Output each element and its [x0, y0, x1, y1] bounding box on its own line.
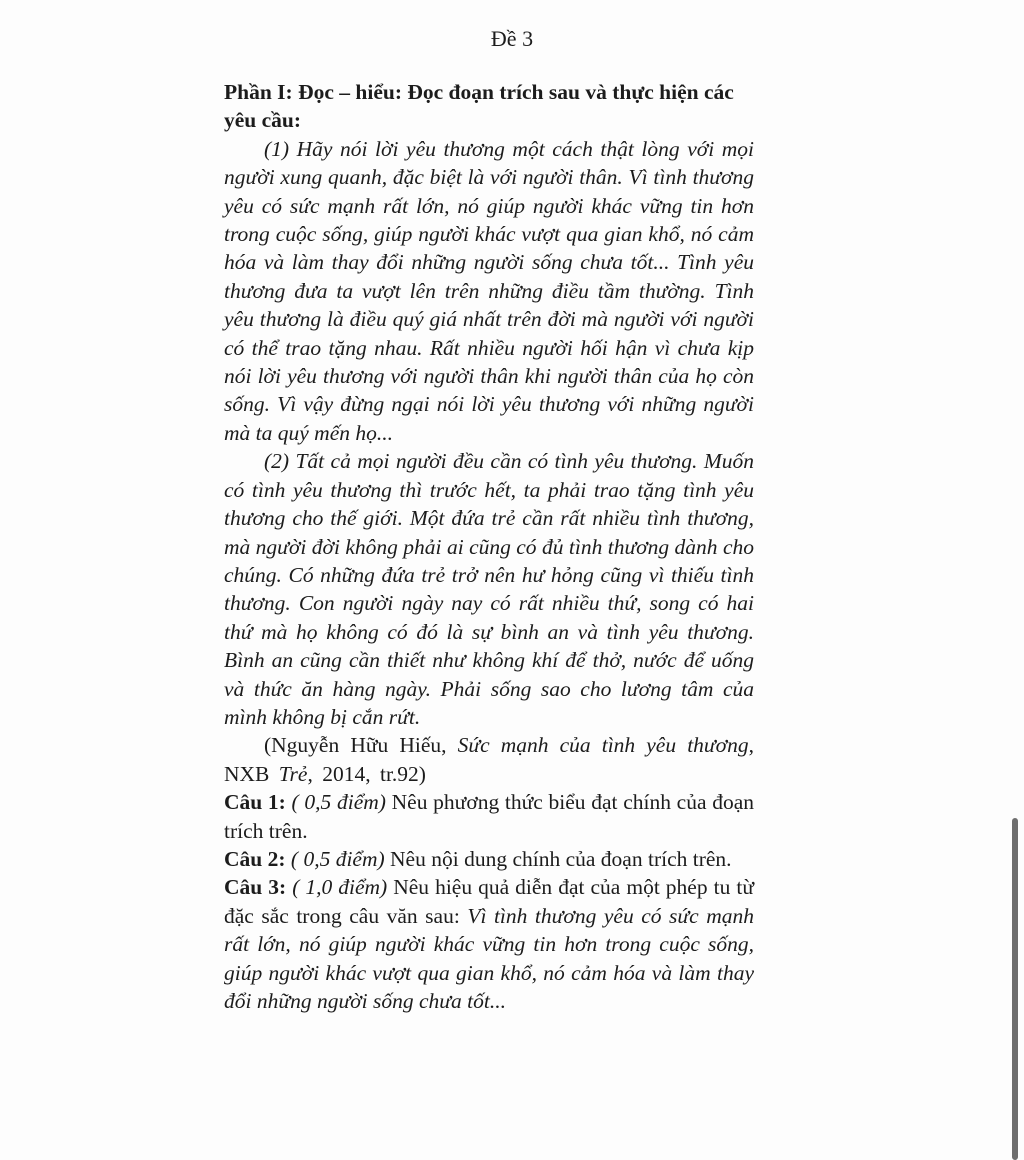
question-1-points: ( 0,5 điểm): [285, 790, 386, 815]
passage-2: (2) Tất cả mọi người đều cần có tình yêu thương. Muốn có tình yêu thương thì trước hết, ta phải trao tặng tình yêu thương cho thế giới. Một đứa trẻ cần rất nhiều tình thương, mà người đời không phải ai cũng có đủ tình thương dành cho chúng. Có những đứa trẻ trở nên hư hỏng cũng vì thiếu tình thương. Con người ngày nay có rất nhiều thứ, song có hai thứ mà họ không có đó là sự bình an và tình yêu thương. Bình an cũng cần thiết như không khí để thở, nước để uống và thức ăn hàng ngày. Phải sống sao cho lương tâm của mình không bị cắn rứt.: [224, 449, 754, 729]
question-3-quote: Vì tình thương yêu có sức mạnh rất lớn, nó giúp người khác vững tin hơn trong cuộc sống, giúp người khác vượt qua gian khổ, nó cảm hóa và làm thay đổi những người sống chưa tốt...: [224, 903, 754, 1013]
section-heading: Phần I: Đọc – hiểu: Đọc đoạn trích sau và thực hiện các yêu cầu:: [224, 80, 734, 133]
document-body: [224, 78, 754, 1015]
question-1-text: Nêu phương thức biểu đạt chính của đoạn trích trên.: [224, 790, 754, 843]
source-mid: , NXB: [224, 733, 754, 786]
passage-1: (1) Hãy nói lời yêu thương một cách thật lòng với mọi người xung quanh, đặc biệt là với người thân. Vì tình thương yêu có sức mạnh rất lớn, nó giúp người khác vững tin hơn trong cuộc sống, giúp người khác vượt qua gian khổ, nó cảm hóa và làm thay đổi những người sống chưa tốt... Tình yêu thương đưa ta vượt lên trên những điều tầm thường. Tình yêu thương là điều quý giá nhất trên đời mà người với người có thể trao tặng nhau. Rất nhiều người hối hận vì chưa kịp nói lời yêu thương với người thân khi người thân của họ còn sống. Vì vậy đừng ngại nói lời yêu thương với những người mà ta quý mến họ...: [224, 136, 754, 445]
source-prefix: (Nguyễn Hữu Hiếu,: [264, 733, 458, 758]
question-3-points: ( 1,0 điểm): [286, 875, 388, 900]
source-work-title: Sức mạnh của tình yêu thương: [457, 733, 749, 758]
question-3-label: Câu 3:: [224, 875, 287, 900]
question-2-label: Câu 2:: [224, 846, 286, 871]
question-2: [224, 845, 754, 873]
question-1-label: Câu 1:: [224, 790, 286, 815]
question-3-text: Nêu hiệu quả diễn đạt của một phép tu từ đặc sắc trong câu văn sau:: [224, 875, 754, 928]
source-suffix: , 2014, tr.92): [307, 761, 426, 786]
source-citation: [224, 731, 754, 788]
document-title: Đề 3: [490, 26, 534, 51]
question-3: [224, 873, 754, 1015]
source-publisher: Trẻ: [278, 761, 308, 786]
question-2-points: ( 0,5 điểm): [285, 846, 385, 871]
vertical-scrollbar[interactable]: [1012, 818, 1018, 1160]
question-2-text: Nêu nội dung chính của đoạn trích trên.: [384, 846, 732, 871]
question-1: [224, 788, 754, 845]
